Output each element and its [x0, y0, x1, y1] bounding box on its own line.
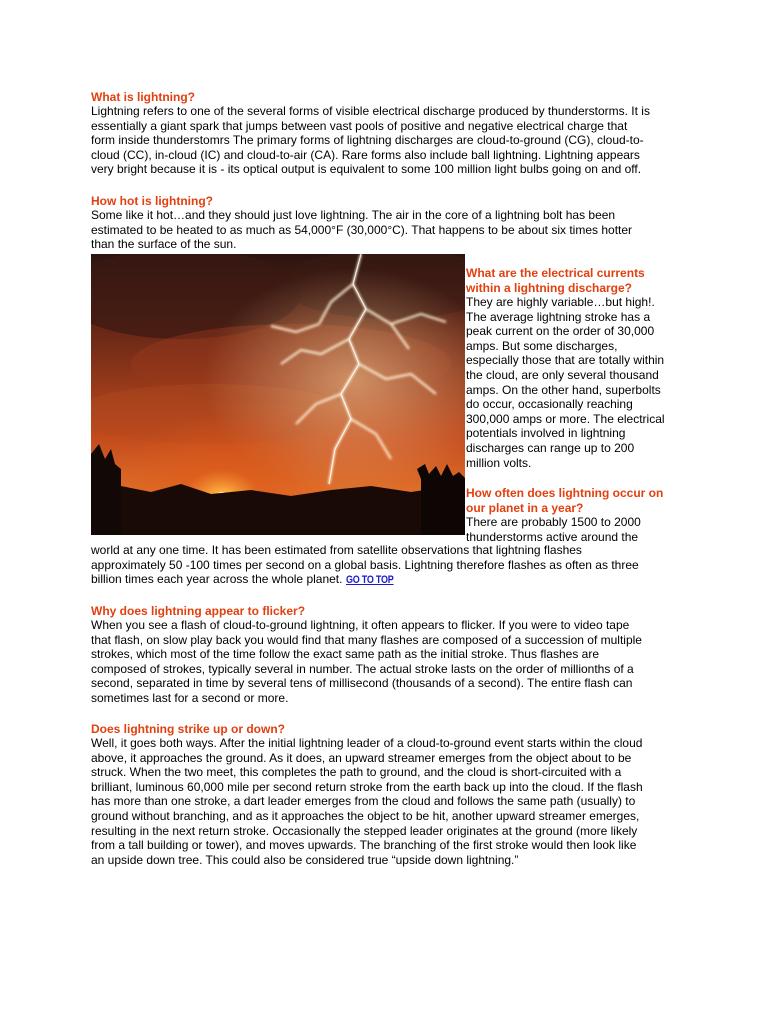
paragraph-electrical-currents: They are highly variable…but high!. The average lightning stroke has a peak current on the order of 30,000 amps. But some discharges, especially those that are totally within the cloud, are only several thousand amps. On the other hand, superbolts do occur, occasionally reaching 300,000 amps or more. The electrical potentials involved in lightning discharges can range up to 200 million volts.: [466, 295, 665, 470]
section-what-is-lightning: [91, 90, 681, 177]
go-to-top-link[interactable]: GO TO TOP: [345, 574, 394, 587]
paragraph-how-often-continued-block: [91, 543, 681, 588]
paragraph-how-often-continued-text: world at any one time. It has been estimated from satellite observations that lightning flashes approximately 50 -100 times per second on a global basis. Lightning therefore flashes as often as three billion times each year across the whole planet.: [91, 543, 639, 587]
section-flicker: [91, 604, 681, 706]
paragraph-up-or-down: Well, it goes both ways. After the initial lightning leader of a cloud-to-ground event starts within the cloud above, it approaches the ground. As it does, an upward streamer emerges from the object about to be struck. When the two meet, this completes the path to ground, and the cloud is short-circuited with a brilliant, luminous 60,000 mile per second return stroke from the earth back up into the cloud. If the flash has more than one stroke, a dart leader emerges from the cloud and follows the same path (usually) to ground without branching, and as it approaches the object to be hit, another upward streamer emerges, resulting in the next return stroke. Occasionally the stepped leader originates at the ground (more likely from a tall building or tower), and moves upwards. The branching of the first stroke would then look like an upside down tree. This could also be considered true “upside down lightning.”: [91, 736, 643, 867]
section-up-or-down: [91, 722, 681, 867]
lightning-photo: [91, 254, 465, 535]
section-electrical-currents: [466, 266, 686, 544]
paragraph-how-often-right: There are probably 1500 to 2000 thunderstorms active around the: [466, 515, 641, 544]
heading-up-or-down: Does lightning strike up or down?: [91, 722, 285, 736]
section-how-hot: [91, 194, 681, 252]
heading-electrical-currents: What are the electrical currents within a lightning discharge?: [466, 266, 645, 295]
heading-how-often: How often does lightning occur on our planet in a year?: [466, 486, 664, 515]
paragraph-flicker: When you see a flash of cloud-to-ground lightning, it often appears to flicker. If you were to video tape that flash, on slow play back you would find that many flashes are composed of a succession of multiple strokes, which most of the time follow the exact same path as the initial stroke. Thus flashes are composed of strokes, typically several in number. The actual stroke lasts on the order of millionths of a second, separated in time by several tens of millisecond (thousands of a second). The entire flash can sometimes last for a second or more.: [91, 618, 642, 705]
paragraph-how-often-continued: [91, 543, 681, 588]
heading-how-hot: How hot is lightning?: [91, 194, 213, 208]
heading-flicker: Why does lightning appear to flicker?: [91, 604, 306, 618]
paragraph-how-hot: Some like it hot…and they should just love lightning. The air in the core of a lightning bolt has been estimated to be heated to as much as 54,000°F (30,000°C). That happens to be about six times hotter than the surface of the sun.: [91, 208, 633, 252]
paragraph-what-is-lightning: Lightning refers to one of the several forms of visible electrical discharge produced by thunderstorms. It is essentially a giant spark that jumps between vast pools of positive and negative electrical charge that form inside thunderstomrs The primary forms of lightning discharges are cloud-to-ground (CG), cloud-to- cloud (CC), in-cloud (IC) and cloud-to-air (CA). Rare forms also include ball lightning. Lightning appears very bright because it is - its optical output is equivalent to some 100 million light bulbs going on and off.: [91, 104, 650, 177]
heading-what-is-lightning: What is lightning?: [91, 90, 195, 104]
